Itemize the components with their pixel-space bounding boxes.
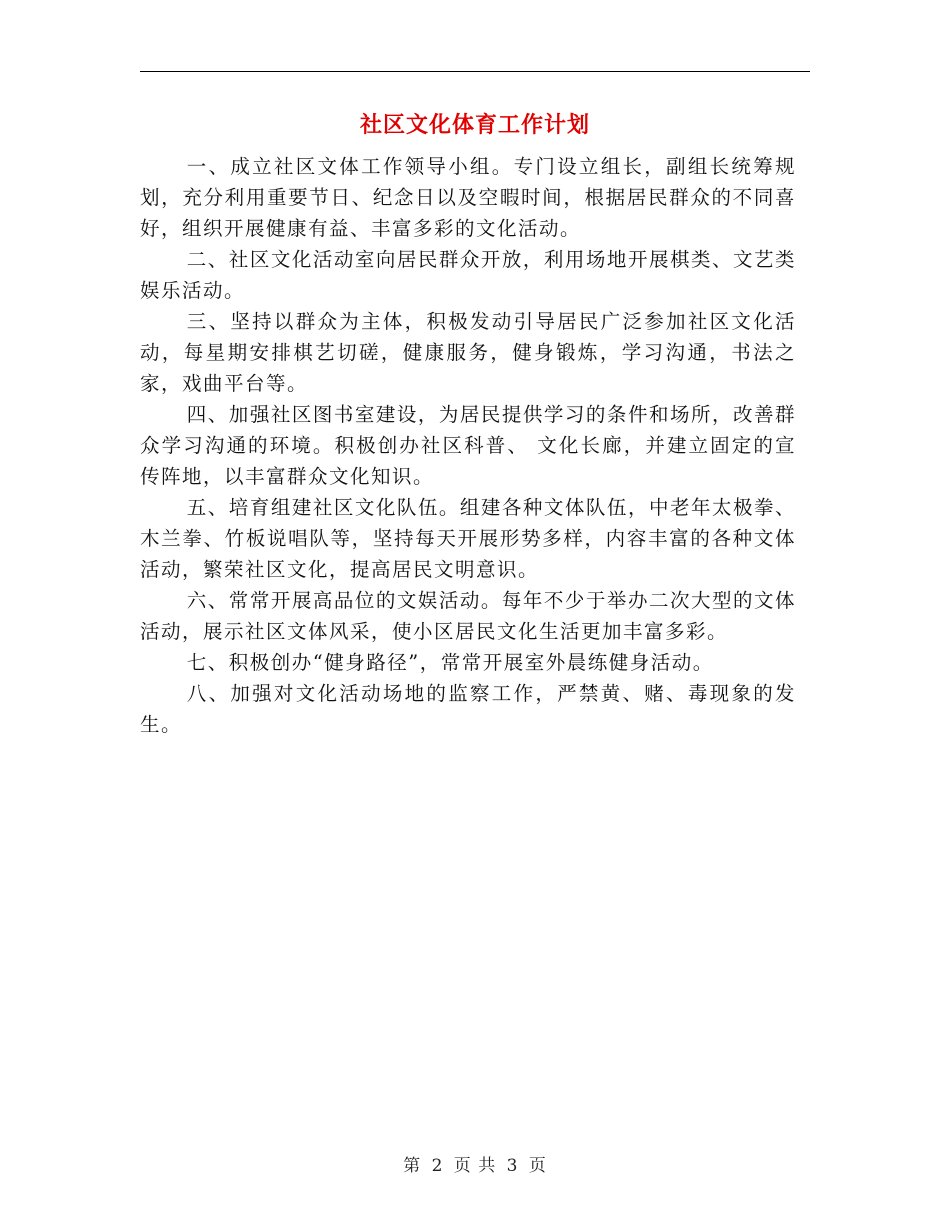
footer-current-page: 2 [431, 1156, 444, 1176]
paragraph-1: 一、成立社区文体工作领导小组。专门设立组长，副组长统筹规划，充分利用重要节日、纪念日以及空暇时间，根据居民群众的不同喜好，组织开展健康有益、丰富多彩的文化活动。 [140, 155, 796, 240]
page-footer [0, 1154, 950, 1178]
footer-middle: 页 共 [453, 1156, 497, 1176]
footer-suffix: 页 [528, 1156, 547, 1176]
document-title: 社区文化体育工作计划 [359, 112, 590, 138]
paragraph-5: 五、培育组建社区文化队伍。组建各种文体队伍，中老年太极拳、木兰拳、竹板说唱队等，坚持每天开展形势多样，内容丰富的各种文体活动，繁荣社区文化，提高居民文明意识。 [140, 496, 796, 581]
document-body [140, 151, 796, 740]
paragraph-3: 三、坚持以群众为主体，积极发动引导居民广泛参加社区文化活动，每星期安排棋艺切磋，健康服务，健身锻炼，学习沟通，书法之家，戏曲平台等。 [140, 310, 796, 395]
paragraph-2: 二、社区文化活动室向居民群众开放，利用场地开展棋类、文艺类娱乐活动。 [140, 248, 796, 302]
header-rule [140, 71, 810, 72]
paragraph-6: 六、常常开展高品位的文娱活动。每年不少于举办二次大型的文体活动，展示社区文体风采，使小区居民文化生活更加丰富多彩。 [140, 589, 796, 643]
paragraph-4: 四、加强社区图书室建设，为居民提供学习的条件和场所，改善群众学习沟通的环境。积极创办社区科普、 文化长廊，并建立固定的宣传阵地，以丰富群众文化知识。 [140, 403, 796, 488]
paragraph-7: 七、积极创办“健身路径”，常常开展室外晨练健身活动。 [186, 651, 714, 674]
footer-total-pages: 3 [506, 1156, 519, 1176]
paragraph-8: 八、加强对文化活动场地的监察工作，严禁黄、赌、毒现象的发生。 [140, 682, 796, 736]
footer-prefix: 第 [403, 1156, 422, 1176]
